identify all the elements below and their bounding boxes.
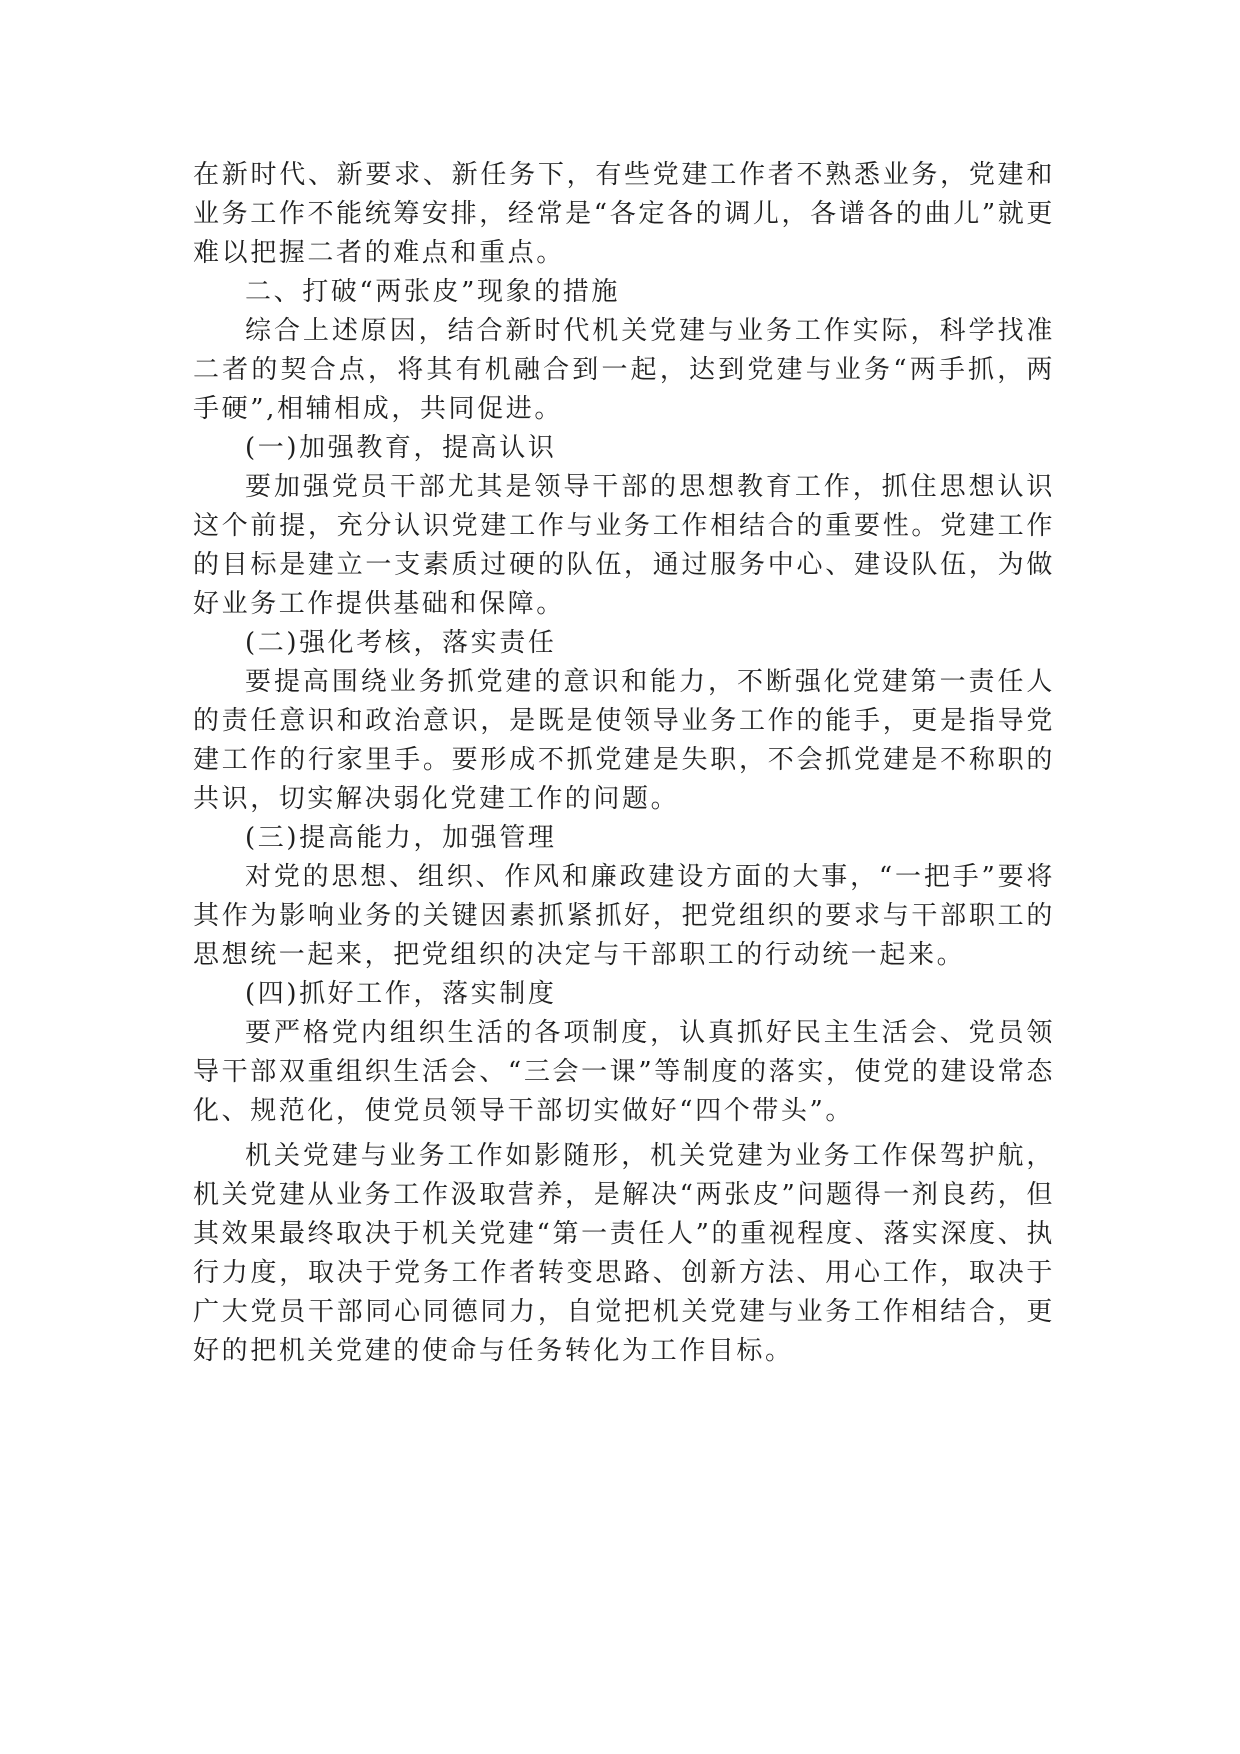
section-heading: 二、打破“两张皮”现象的措施	[245, 277, 620, 307]
paragraph-continuation: 在新时代、新要求、新任务下，有些党建工作者不熟悉业务，党建和业务工作不能统筹安排，经常是“各定各的调儿，各谱各的曲儿”就更难以把握二者的难点和重点。	[193, 160, 1055, 268]
subsection-heading-1: (一)加强教育，提高认识	[245, 433, 557, 463]
paragraph: 要加强党员干部尤其是领导干部的思想教育工作，抓住思想认识这个前提，充分认识党建工作与业务工作相结合的重要性。党建工作的目标是建立一支素质过硬的队伍，通过服务中心、建设队伍，为做好业务工作提供基础和保障。	[193, 472, 1055, 619]
document-body	[193, 156, 1055, 1371]
paragraph: 对党的思想、组织、作风和廉政建设方面的大事，“一把手”要将其作为影响业务的关键因素抓紧抓好，把党组织的要求与干部职工的思想统一起来，把党组织的决定与干部职工的行动统一起来。	[193, 862, 1055, 970]
paragraph: 要严格党内组织生活的各项制度，认真抓好民主生活会、党员领导干部双重组织生活会、“三会一课”等制度的落实，使党的建设常态化、规范化，使党员领导干部切实做好“四个带头”。	[193, 1018, 1055, 1126]
paragraph: 要提高围绕业务抓党建的意识和能力，不断强化党建第一责任人的责任意识和政治意识，是既是使领导业务工作的能手，更是指导党建工作的行家里手。要形成不抓党建是失职，不会抓党建是不称职的共识，切实解决弱化党建工作的问题。	[193, 667, 1055, 814]
subsection-heading-2: (二)强化考核，落实责任	[245, 628, 557, 658]
subsection-heading-3: (三)提高能力，加强管理	[245, 823, 557, 853]
paragraph: 综合上述原因，结合新时代机关党建与业务工作实际，科学找准二者的契合点，将其有机融合到一起，达到党建与业务“两手抓，两手硬”,相辅相成，共同促进。	[193, 316, 1055, 424]
concluding-paragraph: 机关党建与业务工作如影随形，机关党建为业务工作保驾护航，机关党建从业务工作汲取营养，是解决“两张皮”问题得一剂良药，但其效果最终取决于机关党建“第一责任人”的重视程度、落实深度、执行力度，取决于党务工作者转变思路、创新方法、用心工作，取决于广大党员干部同心同德同力，自觉把机关党建与业务工作相结合，更好的把机关党建的使命与任务转化为工作目标。	[193, 1141, 1055, 1366]
subsection-heading-4: (四)抓好工作，落实制度	[245, 979, 557, 1009]
